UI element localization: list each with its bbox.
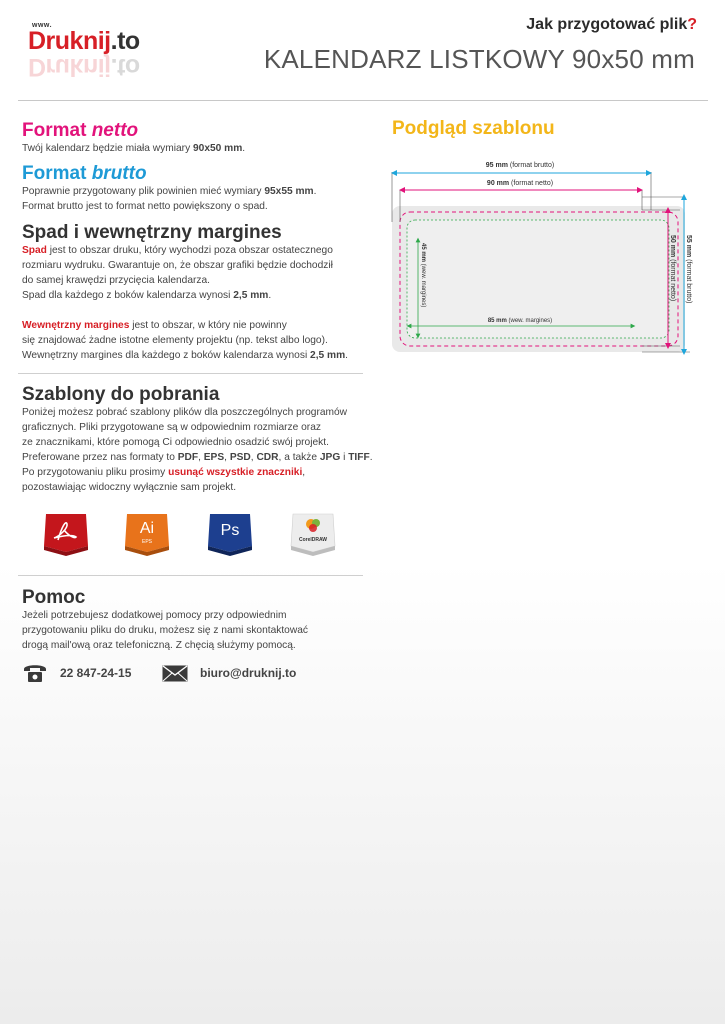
header-divider: [18, 100, 708, 101]
ai-template-icon[interactable]: [121, 510, 173, 561]
howto-heading: Jak przygotować plik?: [526, 16, 697, 33]
netto-width-label: 90 mm (format netto): [486, 180, 554, 187]
netto-height-label: 50 mm (format netto): [669, 235, 676, 302]
brutto-height-label: 55 mm (format brutto): [685, 235, 692, 304]
pomoc-text: Jeżeli potrzebujesz dodatkowej pomocy przy odpowiednim przygotowaniu pliku do druku, możesz się z nami skontaktować drogą mail'ową oraz telefoniczną. Z chęcią służymy pomocą.: [22, 610, 308, 651]
logo-reflection: Druknij.to: [28, 53, 140, 81]
svg-text:CorelDRAW: CorelDRAW: [298, 537, 328, 543]
szablony-heading: Szablony do pobrania: [22, 384, 220, 405]
margin-height-label: 45 mm (wew. margines): [420, 243, 426, 308]
druknij-logo[interactable]: [28, 22, 168, 81]
logo-name: Druknij: [28, 27, 111, 55]
email-icon: [162, 665, 188, 687]
phone-number[interactable]: 22 847-24-15: [60, 666, 132, 680]
cdr-template-icon[interactable]: [287, 510, 339, 561]
phone-icon: [22, 662, 48, 689]
margin-width-label: 85 mm (wew. margines): [487, 318, 553, 324]
format-netto-text: Twój kalendarz będzie miała wymiary 90x50 mm.: [22, 143, 246, 154]
logo-domain: .to: [110, 27, 140, 55]
pdf-template-icon[interactable]: [40, 510, 92, 561]
svg-text:Ai: Ai: [139, 520, 155, 537]
format-brutto-text: Poprawnie przygotowany plik powinien mieć wymiary 95x55 mm. Format brutto jest to format netto powiększony o spad.: [22, 186, 317, 212]
spad-text: Spad jest to obszar druku, który wychodzi poza obszar ostatecznego rozmiaru wydruku. Gwarantuje on, że obszar grafiki będzie dochodził do samej krawędzi przycięcia kalendarza. Spad dla każdego z boków kalendarza wynosi 2,5 mm. Wewnętrzny margines jest to obszar, w który nie powinny się znajdować żadne istotne elementy projektu (np. tekst albo logo). Wewnętrzny margines dla każdego z boków kalendarza wynosi 2,5 mm.: [22, 245, 348, 361]
ps-template-icon[interactable]: [204, 510, 256, 561]
section-divider: [18, 373, 363, 374]
svg-text:Ps: Ps: [220, 522, 240, 539]
brutto-width-label: 95 mm (format brutto): [485, 162, 555, 169]
pomoc-heading: Pomoc: [22, 587, 86, 608]
preview-heading: Podgląd szablonu: [392, 118, 555, 139]
page-title: KALENDARZ LISTKOWY 90x50 mm: [263, 44, 695, 74]
format-brutto-heading: Format brutto: [22, 163, 147, 184]
spad-heading: Spad i wewnętrzny margines: [22, 222, 282, 243]
template-preview: [380, 150, 700, 365]
email-address[interactable]: biuro@druknij.to: [200, 666, 297, 680]
szablony-text: Poniżej możesz pobrać szablony plików dla poszczególnych programów graficznych. Pliki przygotowane są w odpowiednim rozmiarze oraz ze znacznikami, które pomogą Ci odpowiednio osadzić swój projekt. Preferowane przez nas formaty to PDF, EPS, PSD, CDR, a także JPG i TIFF. Po przygotowaniu pliku prosimy usunąć wszystkie znaczniki, pozostawiając widoczny wyłącznie sam projekt.: [22, 407, 373, 493]
logo-www: www.: [32, 22, 53, 29]
svg-text:EPS: EPS: [141, 539, 153, 545]
section-divider-2: [18, 575, 363, 576]
format-netto-heading: Format netto: [22, 120, 139, 141]
